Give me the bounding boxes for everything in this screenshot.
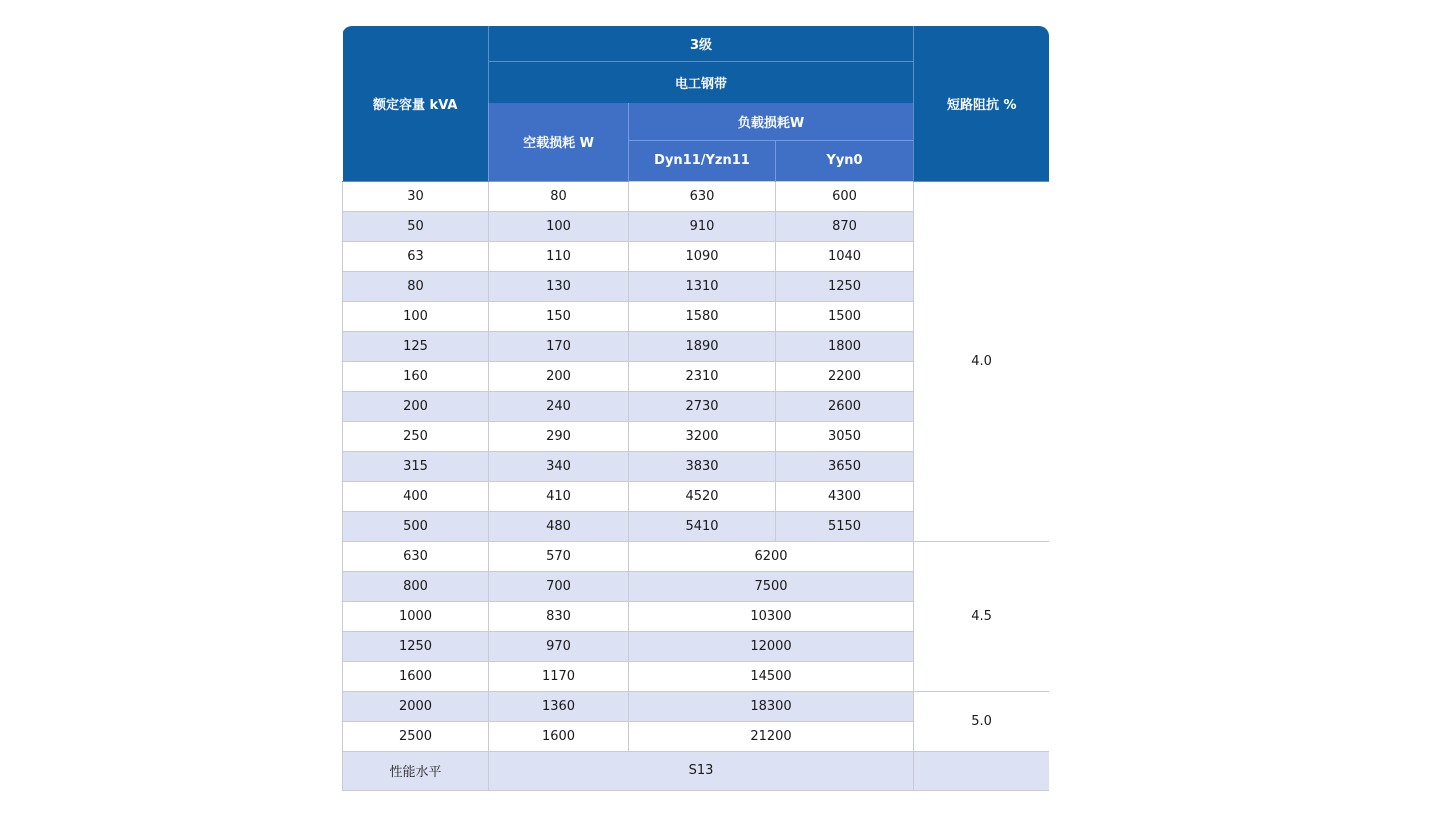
cell-dyn: 630 bbox=[629, 181, 776, 211]
cell-yyn: 1500 bbox=[776, 301, 914, 331]
cell-no-load: 170 bbox=[489, 331, 629, 361]
cell-no-load: 1360 bbox=[489, 691, 629, 721]
cell-capacity: 630 bbox=[343, 541, 489, 571]
cell-dyn: 910 bbox=[629, 211, 776, 241]
cell-capacity: 1000 bbox=[343, 601, 489, 631]
footer-label: 性能水平 bbox=[343, 751, 489, 790]
cell-dyn: 3200 bbox=[629, 421, 776, 451]
cell-no-load: 290 bbox=[489, 421, 629, 451]
cell-no-load: 570 bbox=[489, 541, 629, 571]
cell-capacity: 30 bbox=[343, 181, 489, 211]
cell-yyn: 1250 bbox=[776, 271, 914, 301]
cell-capacity: 2000 bbox=[343, 691, 489, 721]
cell-capacity: 250 bbox=[343, 421, 489, 451]
cell-impedance-group-2: 4.5 bbox=[914, 541, 1049, 691]
cell-load-merged: 21200 bbox=[629, 721, 914, 751]
cell-yyn: 1040 bbox=[776, 241, 914, 271]
cell-no-load: 340 bbox=[489, 451, 629, 481]
cell-dyn: 5410 bbox=[629, 511, 776, 541]
cell-dyn: 2730 bbox=[629, 391, 776, 421]
cell-capacity: 1250 bbox=[343, 631, 489, 661]
cell-dyn: 3830 bbox=[629, 451, 776, 481]
cell-capacity: 500 bbox=[343, 511, 489, 541]
cell-capacity: 125 bbox=[343, 331, 489, 361]
cell-capacity: 800 bbox=[343, 571, 489, 601]
cell-yyn: 2600 bbox=[776, 391, 914, 421]
cell-yyn: 600 bbox=[776, 181, 914, 211]
cell-yyn: 1800 bbox=[776, 331, 914, 361]
cell-capacity: 100 bbox=[343, 301, 489, 331]
cell-no-load: 80 bbox=[489, 181, 629, 211]
header-load-loss: 负载损耗W bbox=[629, 103, 914, 140]
cell-yyn: 4300 bbox=[776, 481, 914, 511]
cell-no-load: 200 bbox=[489, 361, 629, 391]
cell-capacity: 200 bbox=[343, 391, 489, 421]
cell-load-merged: 10300 bbox=[629, 601, 914, 631]
header-level: 3级 bbox=[489, 26, 914, 61]
cell-capacity: 63 bbox=[343, 241, 489, 271]
cell-no-load: 970 bbox=[489, 631, 629, 661]
transformer-spec-table bbox=[342, 26, 1049, 791]
cell-yyn: 2200 bbox=[776, 361, 914, 391]
footer-row bbox=[343, 751, 1050, 790]
cell-yyn: 3650 bbox=[776, 451, 914, 481]
cell-capacity: 1600 bbox=[343, 661, 489, 691]
cell-impedance-group-1: 4.0 bbox=[914, 181, 1049, 541]
cell-dyn: 1890 bbox=[629, 331, 776, 361]
header-no-load-loss: 空载损耗 W bbox=[489, 103, 629, 181]
cell-no-load: 410 bbox=[489, 481, 629, 511]
table-row bbox=[343, 691, 1050, 721]
cell-dyn: 2310 bbox=[629, 361, 776, 391]
cell-load-merged: 12000 bbox=[629, 631, 914, 661]
cell-no-load: 1600 bbox=[489, 721, 629, 751]
table-header bbox=[343, 26, 1050, 181]
cell-capacity: 160 bbox=[343, 361, 489, 391]
footer-value: S13 bbox=[489, 751, 914, 790]
cell-no-load: 150 bbox=[489, 301, 629, 331]
header-dyn: Dyn11/Yzn11 bbox=[629, 140, 776, 181]
cell-dyn: 4520 bbox=[629, 481, 776, 511]
cell-no-load: 1170 bbox=[489, 661, 629, 691]
header-yyn: Yyn0 bbox=[776, 140, 914, 181]
cell-yyn: 870 bbox=[776, 211, 914, 241]
cell-capacity: 400 bbox=[343, 481, 489, 511]
cell-dyn: 1310 bbox=[629, 271, 776, 301]
cell-yyn: 3050 bbox=[776, 421, 914, 451]
cell-no-load: 700 bbox=[489, 571, 629, 601]
cell-no-load: 100 bbox=[489, 211, 629, 241]
cell-load-merged: 6200 bbox=[629, 541, 914, 571]
cell-dyn: 1580 bbox=[629, 301, 776, 331]
header-material: 电工钢带 bbox=[489, 61, 914, 103]
cell-yyn: 5150 bbox=[776, 511, 914, 541]
cell-load-merged: 18300 bbox=[629, 691, 914, 721]
cell-capacity: 50 bbox=[343, 211, 489, 241]
table-row bbox=[343, 181, 1050, 211]
cell-capacity: 2500 bbox=[343, 721, 489, 751]
cell-impedance-group-3: 5.0 bbox=[914, 691, 1049, 751]
spec-table-container bbox=[342, 26, 1049, 791]
table-row bbox=[343, 541, 1050, 571]
cell-capacity: 315 bbox=[343, 451, 489, 481]
cell-dyn: 1090 bbox=[629, 241, 776, 271]
cell-load-merged: 7500 bbox=[629, 571, 914, 601]
cell-no-load: 240 bbox=[489, 391, 629, 421]
cell-no-load: 130 bbox=[489, 271, 629, 301]
cell-no-load: 110 bbox=[489, 241, 629, 271]
cell-no-load: 480 bbox=[489, 511, 629, 541]
footer-empty-cell bbox=[914, 751, 1049, 790]
header-impedance: 短路阻抗 % bbox=[914, 26, 1049, 181]
cell-capacity: 80 bbox=[343, 271, 489, 301]
header-capacity: 额定容量 kVA bbox=[343, 26, 489, 181]
cell-no-load: 830 bbox=[489, 601, 629, 631]
table-body bbox=[343, 181, 1050, 790]
cell-load-merged: 14500 bbox=[629, 661, 914, 691]
